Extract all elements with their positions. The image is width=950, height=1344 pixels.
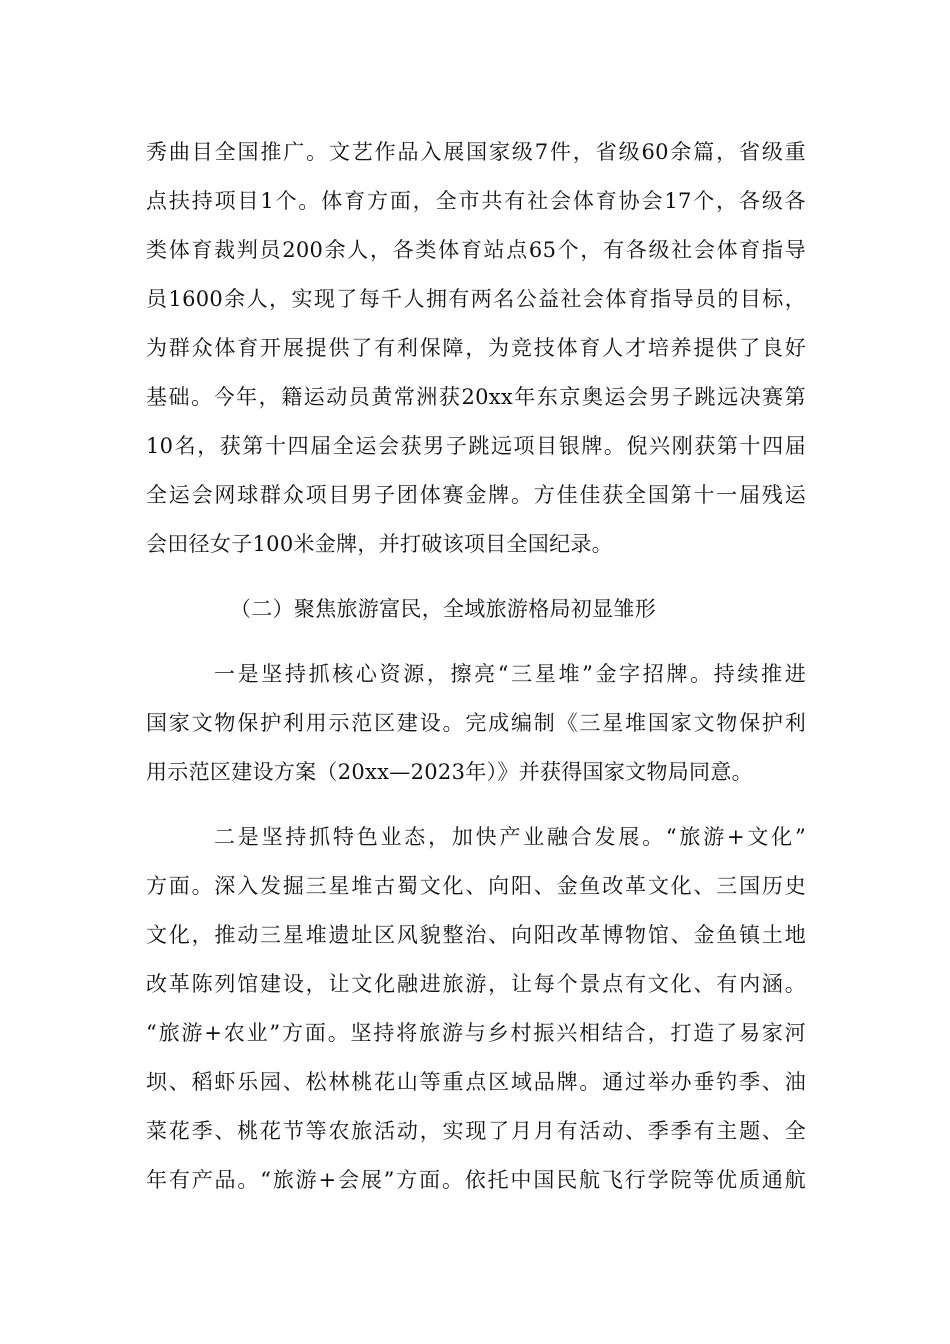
paragraph-line: 类体育裁判员200余人，各类体育站点65个，有各级社会体育指导	[146, 238, 806, 262]
paragraph-line: 国家文物保护利用示范区建设。完成编制《三星堆国家文物保护利	[146, 711, 806, 735]
paragraph-line: “旅游+农业”方面。坚持将旅游与乡村振兴相结合，打造了易家河	[146, 1021, 806, 1045]
paragraph-line: 一是坚持抓核心资源，擦亮“三星堆”金字招牌。持续推进	[214, 662, 806, 686]
section-heading: （二）聚焦旅游富民，全域旅游格局初显雏形	[230, 597, 656, 621]
paragraph-line: 点扶持项目1个。体育方面，全市共有社会体育协会17个，各级各	[146, 189, 806, 213]
paragraph-line: 二是坚持抓特色业态，加快产业融合发展。“旅游+文化”	[214, 825, 806, 849]
paragraph-line: 10名，获第十四届全运会获男子跳远项目银牌。倪兴刚获第十四届	[146, 434, 806, 458]
paragraph-line: 员1600余人，实现了每千人拥有两名公益社会体育指导员的目标，	[146, 287, 806, 311]
paragraph-line: 会田径女子100米金牌，并打破该项目全国纪录。	[146, 532, 613, 556]
paragraph-line: 菜花季、桃花节等农旅活动，实现了月月有活动、季季有主题、全	[146, 1119, 806, 1143]
paragraph-line: 基础。今年，籍运动员黄常洲获20xx年东京奥运会男子跳远决赛第	[146, 385, 806, 409]
paragraph-line: 为群众体育开展提供了有利保障，为竞技体育人才培养提供了良好	[146, 336, 806, 360]
paragraph-line: 用示范区建设方案（20xx—2023年）》并获得国家文物局同意。	[146, 760, 753, 784]
paragraph-line: 改革陈列馆建设，让文化融进旅游，让每个景点有文化、有内涵。	[146, 972, 806, 996]
paragraph-line: 秀曲目全国推广。文艺作品入展国家级7件，省级60余篇，省级重	[146, 140, 806, 164]
paragraph-line: 全运会网球群众项目男子团体赛金牌。方佳佳获全国第十一届残运	[146, 483, 806, 507]
paragraph-line: 文化，推动三星堆遗址区风貌整治、向阳改革博物馆、金鱼镇土地	[146, 923, 806, 947]
paragraph-line: 年有产品。“旅游+会展”方面。依托中国民航飞行学院等优质通航	[146, 1168, 806, 1192]
paragraph-line: 方面。深入发掘三星堆古蜀文化、向阳、金鱼改革文化、三国历史	[146, 874, 806, 898]
paragraph-line: 坝、稻虾乐园、松林桃花山等重点区域品牌。通过举办垂钓季、油	[146, 1070, 806, 1094]
